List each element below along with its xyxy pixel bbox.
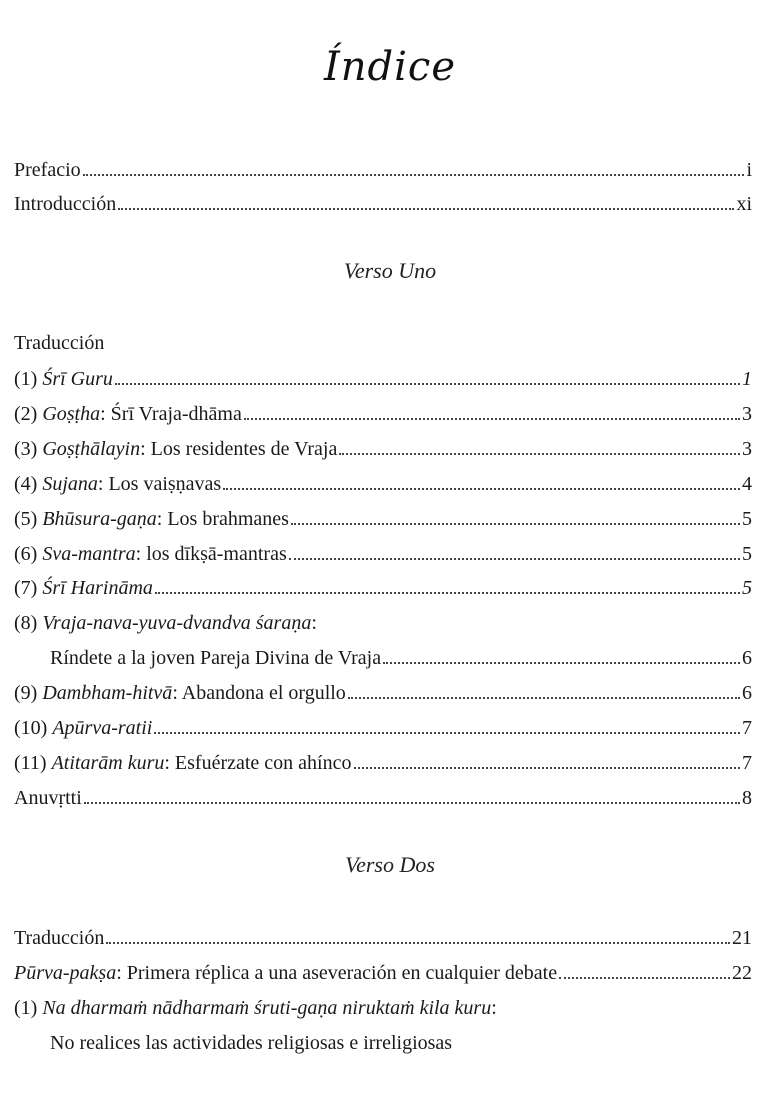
toc-entry: (4) Sujana: Los vaiṣṇavas 4 <box>14 473 752 495</box>
toc-entry: (3) Goṣṭhālayin: Los residentes de Vraja 3 <box>14 438 752 460</box>
toc-entry-line2: Ríndete a la joven Pareja Divina de Vraja 6 <box>50 647 752 669</box>
dot-leader <box>118 208 734 210</box>
dot-leader <box>383 662 740 664</box>
dot-leader <box>559 977 730 979</box>
page-title: Índice <box>323 44 457 90</box>
toc-entry-traduccion: Traducción 21 <box>14 927 752 949</box>
dot-leader <box>155 592 740 594</box>
toc-entry: (2) Goṣṭha: Śrī Vraja-dhāma 3 <box>14 403 752 425</box>
dot-leader <box>115 383 740 385</box>
toc-entry-anuvrtti: Anuvṛtti 8 <box>14 787 752 809</box>
toc-entry-introduccion: Introducción xi <box>14 193 752 215</box>
toc-entry: (1) Śrī Guru 1 <box>14 368 752 390</box>
dot-leader <box>244 418 740 420</box>
toc-entry: (10) Apūrva-ratii 7 <box>14 717 752 739</box>
toc-entry-prefacio: Prefacio i <box>14 159 752 181</box>
toc-entry-line1: (8) Vraja-nava-yuva-dvandva śaraṇa: <box>14 612 317 634</box>
dot-leader <box>354 767 741 769</box>
toc-entry: (6) Sva-mantra: los dīkṣā-mantras 5 <box>14 543 752 565</box>
dot-leader <box>348 697 740 699</box>
toc-entry: (7) Śrī Harināma 5 <box>14 577 752 599</box>
dot-leader <box>339 453 740 455</box>
section-heading-verso-uno: Verso Uno <box>343 258 437 283</box>
dot-leader <box>289 558 740 560</box>
toc-entry-line1: (1) Na dharmaṁ nādharmaṁ śruti-gaṇa niruktaṁ kila kuru: <box>14 997 497 1019</box>
section-heading-verso-dos: Verso Dos <box>345 852 435 877</box>
dot-leader <box>154 732 740 734</box>
toc-entry: (5) Bhūsura-gaṇa: Los brahmanes 5 <box>14 508 752 530</box>
toc-entry: (11) Atitarām kuru: Esfuérzate con ahínco 7 <box>14 752 752 774</box>
toc-entry: (9) Dambham-hitvā: Abandona el orgullo 6 <box>14 682 752 704</box>
dot-leader <box>291 523 740 525</box>
toc-entry-line2: No realices las actividades religiosas e irreligiosas <box>50 1032 453 1054</box>
dot-leader <box>223 488 740 490</box>
dot-leader <box>84 802 740 804</box>
toc-entry: Pūrva-pakṣa: Primera réplica a una aseveración en cualquier debate 22 <box>14 962 752 984</box>
dot-leader <box>106 942 730 944</box>
toc-subheading-traduccion: Traducción <box>14 332 105 354</box>
dot-leader <box>83 174 745 176</box>
